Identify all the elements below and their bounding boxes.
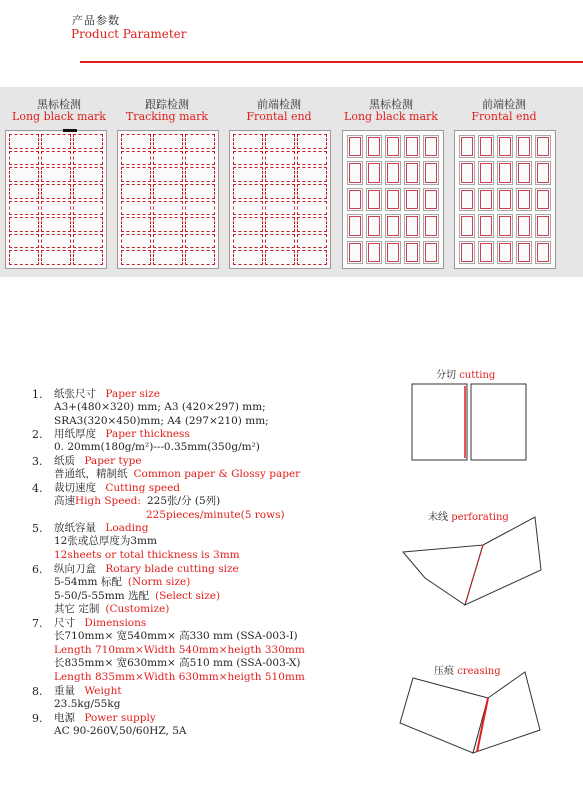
spec-line: [54, 415, 269, 428]
label-cell: [459, 161, 475, 184]
perforating-label-en: perforating: [451, 512, 509, 523]
label-cell: [423, 214, 439, 237]
spec-line: [54, 725, 186, 738]
label-cell: [153, 167, 183, 182]
label-cell: [153, 151, 183, 166]
label-cell: [9, 151, 39, 166]
spec-line-text: 225pieces/minute(5 rows): [146, 508, 285, 521]
spec-number: 5.: [32, 522, 43, 535]
perforating-diagram: [395, 515, 555, 610]
spec-number: 2.: [32, 428, 43, 441]
label-cell: [265, 134, 295, 149]
spec-heading-en: Dimensions: [84, 617, 147, 629]
spec-heading: [54, 482, 180, 495]
label-cell: [478, 135, 494, 158]
spec-heading-en: Weight: [84, 685, 122, 697]
label-cell: [121, 167, 151, 182]
sheet-caption-5: [444, 99, 564, 123]
spec-heading-en: Paper thickness: [105, 428, 190, 440]
label-cell: [404, 135, 420, 158]
label-cell: [385, 135, 401, 158]
sheet-caption-zh: 前端检测: [257, 98, 301, 111]
label-cell: [73, 184, 103, 199]
label-cell: [233, 234, 263, 249]
label-cell: [347, 188, 363, 211]
label-cell: [535, 135, 551, 158]
spec-line-text: A3+(480×320) mm; A3 (420×297) mm;: [54, 401, 266, 414]
label-cell: [297, 134, 327, 149]
spec-line: [54, 603, 169, 616]
cutting-diagram: [405, 380, 545, 465]
sheet-caption-en: Tracking mark: [125, 110, 209, 123]
label-cell: [185, 234, 215, 249]
label-cell: [423, 241, 439, 264]
label-cell: [41, 134, 71, 149]
label-cell: [185, 250, 215, 265]
sheet-caption-2: [107, 99, 227, 123]
label-cell: [9, 250, 39, 265]
spec-heading: [54, 522, 148, 535]
spec-line-text: AC 90-260V,50/60HZ, 5A: [54, 725, 187, 738]
sheet-caption-en: Frontal end: [246, 110, 312, 123]
label-cell: [497, 135, 513, 158]
label-cell: [265, 167, 295, 182]
spec-heading: [54, 563, 239, 576]
label-cell: [233, 184, 263, 199]
label-cell: [185, 217, 215, 232]
label-cell: [265, 201, 295, 216]
label-cell: [41, 250, 71, 265]
spec-number: 8.: [32, 685, 43, 698]
spec-heading-en: Loading: [105, 522, 149, 534]
label-cell: [73, 167, 103, 182]
spec-line: [54, 549, 240, 562]
label-cell: [459, 241, 475, 264]
label-cell: [153, 217, 183, 232]
label-cell: [73, 234, 103, 249]
label-cell: [535, 214, 551, 237]
spec-heading-zh: 纸质: [54, 455, 79, 467]
label-cell: [478, 161, 494, 184]
label-cell: [121, 151, 151, 166]
label-cell: [459, 188, 475, 211]
label-cell: [535, 188, 551, 211]
spec-heading-en: Paper type: [84, 455, 142, 467]
spec-number: 1.: [32, 388, 43, 401]
spec-heading: [54, 685, 122, 698]
label-cell: [41, 151, 71, 166]
label-cell: [404, 214, 420, 237]
creasing-label-en: creasing: [457, 666, 501, 677]
spec-heading-zh: 重量: [54, 685, 79, 697]
sheet-samples-band: [0, 87, 583, 277]
label-cell: [121, 184, 151, 199]
spec-line-text: 普通纸，精制纸: [54, 468, 128, 481]
label-cell: [516, 188, 532, 211]
label-cell: [265, 250, 295, 265]
spec-line: [54, 535, 157, 548]
label-cell: [366, 135, 382, 158]
spec-line: [54, 495, 220, 508]
label-cell: [516, 135, 532, 158]
label-cell: [516, 214, 532, 237]
sheet-caption-en: Long black mark: [12, 110, 106, 123]
label-cell: [366, 188, 382, 211]
spec-line-text: SRA3(320×450)mm; A4 (297×210) mm;: [54, 414, 269, 427]
sheet-frontal-end: [229, 130, 331, 269]
sheet-caption-zh: 跟踪检测: [145, 98, 189, 111]
spec-number: 9.: [32, 712, 43, 725]
spec-line: [54, 441, 260, 454]
label-cell: [9, 167, 39, 182]
label-cell: [497, 161, 513, 184]
label-cell: [41, 234, 71, 249]
label-cell: [153, 234, 183, 249]
label-cell: [423, 135, 439, 158]
spec-line: [54, 671, 305, 684]
spec-line-extra: (Customize): [105, 603, 170, 616]
label-cell: [297, 217, 327, 232]
spec-heading-zh: 用纸厚度: [54, 428, 100, 440]
creasing-label-zh: 压痕: [434, 666, 454, 677]
spec-heading-zh: 纸张尺寸: [54, 388, 100, 400]
label-cell: [41, 167, 71, 182]
label-cell: [9, 234, 39, 249]
label-cell: [297, 184, 327, 199]
spec-heading-en: Power supply: [84, 712, 156, 724]
sheet-caption-zh: 黑标检测: [37, 98, 81, 111]
label-cell: [265, 151, 295, 166]
spec-line-text: 长835mm× 宽630mm× 高510 mm (SSA-003-X): [54, 657, 301, 670]
spec-line-extra: (Select size): [154, 589, 221, 602]
label-cell: [347, 135, 363, 158]
label-cell: [153, 134, 183, 149]
cutting-label-zh: 分切: [436, 370, 456, 381]
label-cell: [404, 188, 420, 211]
header-title-zh: 产品参数: [72, 14, 120, 27]
label-cell: [185, 184, 215, 199]
label-cell: [233, 167, 263, 182]
label-cell: [404, 161, 420, 184]
label-cell: [153, 184, 183, 199]
perforating-label-zh: 未线: [428, 512, 448, 523]
spec-heading: [54, 617, 146, 630]
sheet-long-black-mark-grid: [342, 130, 444, 269]
label-cell: [9, 217, 39, 232]
spec-line-text: 23.5kg/55kg: [54, 698, 121, 711]
label-cell: [265, 234, 295, 249]
label-cell: [233, 250, 263, 265]
label-cell: [9, 184, 39, 199]
label-cell: [297, 250, 327, 265]
sheet-tracking-mark: [117, 130, 219, 269]
label-cell: [366, 161, 382, 184]
label-cell: [153, 201, 183, 216]
label-cell: [121, 250, 151, 265]
spec-line: [54, 468, 300, 481]
label-cell: [41, 184, 71, 199]
label-cell: [233, 134, 263, 149]
spec-line-text: 长710mm× 宽540mm× 高330 mm (SSA-003-I): [54, 630, 298, 643]
sheet-caption-3: [219, 99, 339, 123]
label-cell: [423, 161, 439, 184]
creasing-diagram: [395, 668, 555, 763]
header-divider: [80, 61, 583, 63]
label-cell: [459, 214, 475, 237]
label-cell: [404, 241, 420, 264]
spec-line-text: 高速: [54, 495, 75, 508]
label-cell: [478, 241, 494, 264]
spec-line-text: Length 710mm×Width 540mm×heigth 330mm: [54, 643, 305, 656]
label-cell: [297, 151, 327, 166]
spec-heading-zh: 放纸容量: [54, 522, 100, 534]
label-cell: [347, 241, 363, 264]
sheet-caption-zh: 黑标检测: [369, 98, 413, 111]
spec-line: [54, 401, 266, 414]
label-cell: [497, 214, 513, 237]
cutting-label-en: cutting: [459, 370, 496, 381]
label-cell: [233, 217, 263, 232]
spec-heading-zh: 尺寸: [54, 617, 79, 629]
label-cell: [41, 217, 71, 232]
spec-line-text: Length 835mm×Width 630mm×heigth 510mm: [54, 670, 305, 683]
label-cell: [459, 135, 475, 158]
cutting-label: [436, 366, 495, 381]
label-cell: [233, 201, 263, 216]
label-cell: [185, 167, 215, 182]
label-cell: [265, 184, 295, 199]
spec-heading-zh: 裁切速度: [54, 482, 100, 494]
label-cell: [185, 134, 215, 149]
spec-number: 4.: [32, 482, 43, 495]
spec-heading: [54, 455, 142, 468]
label-cell: [9, 201, 39, 216]
label-cell: [535, 241, 551, 264]
label-cell: [385, 188, 401, 211]
label-cell: [233, 151, 263, 166]
spec-line-text: 其它 定制: [54, 603, 100, 616]
label-cell: [297, 234, 327, 249]
spec-line: [54, 644, 305, 657]
spec-line-extra: (Norm size): [127, 576, 191, 589]
label-cell: [73, 250, 103, 265]
label-cell: [73, 151, 103, 166]
spec-line-extra: Common paper & Glossy paper: [133, 468, 301, 481]
label-cell: [121, 217, 151, 232]
label-cell: [121, 134, 151, 149]
label-cell: [297, 201, 327, 216]
label-cell: [73, 201, 103, 216]
label-cell: [497, 188, 513, 211]
spec-line: [54, 698, 120, 711]
label-cell: [366, 241, 382, 264]
spec-heading: [54, 712, 156, 725]
spec-line-text: 0. 20mm(180g/m²)---0.35mm(350g/m²): [54, 441, 260, 454]
label-cell: [385, 214, 401, 237]
label-cell: [478, 188, 494, 211]
label-cell: [516, 161, 532, 184]
sheet-caption-en: Long black mark: [344, 110, 438, 123]
label-cell: [41, 201, 71, 216]
spec-number: 6.: [32, 563, 43, 576]
label-cell: [297, 167, 327, 182]
spec-heading-en: Paper size: [105, 388, 160, 400]
spec-heading-en: Rotary blade cutting size: [105, 563, 239, 575]
spec-line: [146, 509, 285, 522]
spec-line-text: 12sheets or total thickness is 3mm: [54, 548, 240, 561]
spec-line-tail: 225张/分 (5列): [146, 495, 221, 508]
label-cell: [535, 161, 551, 184]
spec-line-text: 5-54mm 标配: [54, 576, 122, 589]
header-title-en: Product Parameter: [71, 27, 187, 41]
spec-line: [54, 590, 220, 603]
label-cell: [347, 214, 363, 237]
label-cell: [73, 217, 103, 232]
sheet-long-black-mark: [5, 130, 107, 269]
sheet-caption-en: Frontal end: [471, 110, 537, 123]
label-cell: [385, 161, 401, 184]
label-cell: [265, 217, 295, 232]
sheet-caption-zh: 前端检测: [482, 98, 526, 111]
label-cell: [121, 234, 151, 249]
spec-line: [54, 576, 190, 589]
spec-line-text: 12张或总厚度为3mm: [54, 535, 157, 548]
label-cell: [423, 188, 439, 211]
label-cell: [185, 201, 215, 216]
spec-number: 3.: [32, 455, 43, 468]
spec-line-text: 5-50/5-55mm 选配: [54, 589, 149, 602]
spec-line: [54, 657, 301, 670]
sheet-caption-1: [0, 99, 119, 123]
label-cell: [366, 214, 382, 237]
label-cell: [185, 151, 215, 166]
label-cell: [385, 241, 401, 264]
spec-heading-zh: 电源: [54, 712, 79, 724]
label-cell: [478, 214, 494, 237]
spec-heading: [54, 428, 190, 441]
spec-line: [54, 630, 298, 643]
spec-heading: [54, 388, 160, 401]
spec-heading-zh: 纵向刀盒: [54, 563, 100, 575]
spec-number: 7.: [32, 617, 43, 630]
sheet-frontal-end-grid: [454, 130, 556, 269]
label-cell: [73, 134, 103, 149]
label-cell: [9, 134, 39, 149]
black-mark: [63, 129, 77, 132]
label-cell: [153, 250, 183, 265]
label-cell: [497, 241, 513, 264]
sheet-caption-4: [331, 99, 451, 123]
label-cell: [347, 161, 363, 184]
label-cell: [516, 241, 532, 264]
label-cell: [121, 201, 151, 216]
spec-line-extra: High Speed:: [75, 495, 141, 508]
spec-heading-en: Cutting speed: [105, 482, 181, 494]
